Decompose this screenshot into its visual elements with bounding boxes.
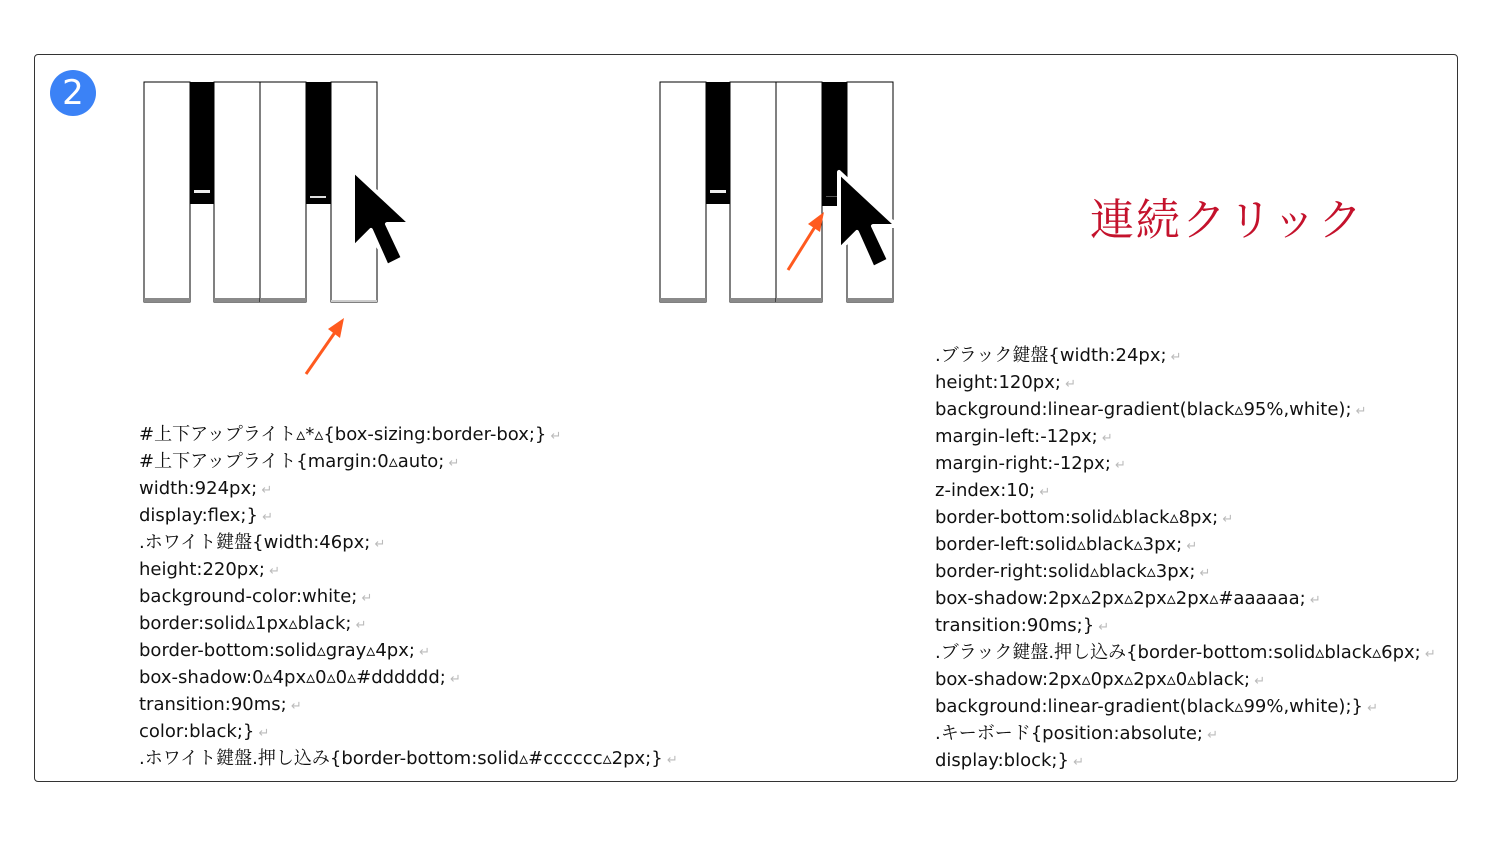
code-line: display:block;} ↵ — [935, 747, 1436, 774]
black-key — [306, 82, 331, 204]
code-line: height:120px; ↵ — [935, 369, 1436, 396]
css-code-black-keys — [935, 342, 1436, 774]
code-line: border-left:solid▵black▵3px; ↵ — [935, 531, 1436, 558]
pointer-arrow-icon — [306, 318, 344, 374]
css-code-white-keys — [139, 421, 678, 772]
caption-consecutive-click: 連続クリック — [1090, 195, 1365, 246]
code-line: border-right:solid▵black▵3px; ↵ — [935, 558, 1436, 585]
code-line: width:924px; ↵ — [139, 475, 678, 502]
black-key — [706, 82, 730, 204]
white-key — [260, 82, 306, 302]
code-line: border:solid▵1px▵black; ↵ — [139, 610, 678, 637]
white-keys — [144, 82, 377, 302]
code-line: .ホワイト鍵盤.押し込み{border-bottom:solid▵#cccccc▵2px;} ↵ — [139, 745, 678, 772]
code-line: box-shadow:2px▵2px▵2px▵2px▵#aaaaaa; ↵ — [935, 585, 1436, 612]
code-line: border-bottom:solid▵gray▵4px; ↵ — [139, 637, 678, 664]
black-key — [190, 82, 214, 204]
code-line: display:flex;} ↵ — [139, 502, 678, 529]
white-key — [144, 82, 190, 302]
piano-diagram-white-key-pressed — [140, 80, 430, 380]
code-line: color:black;} ↵ — [139, 718, 678, 745]
code-line: border-bottom:solid▵black▵8px; ↵ — [935, 504, 1436, 531]
code-line: transition:90ms;} ↵ — [935, 612, 1436, 639]
step-number-badge: 2 — [50, 70, 96, 116]
code-line: .ブラック鍵盤{width:24px; ↵ — [935, 342, 1436, 369]
white-key — [660, 82, 706, 302]
code-line: background-color:white; ↵ — [139, 583, 678, 610]
code-line: transition:90ms; ↵ — [139, 691, 678, 718]
code-line: #上下アップライト{margin:0▵auto; ↵ — [139, 448, 678, 475]
code-line: margin-right:-12px; ↵ — [935, 450, 1436, 477]
piano-diagram-black-key-pressed — [656, 80, 946, 310]
code-line: background:linear-gradient(black▵95%,white); ↵ — [935, 396, 1436, 423]
code-line: .ブラック鍵盤.押し込み{border-bottom:solid▵black▵6px; ↵ — [935, 639, 1436, 666]
code-line: box-shadow:2px▵0px▵2px▵0▵black; ↵ — [935, 666, 1436, 693]
white-key — [214, 82, 260, 302]
code-line: background:linear-gradient(black▵99%,white);} ↵ — [935, 693, 1436, 720]
code-line: .キーボード{position:absolute; ↵ — [935, 720, 1436, 747]
code-line: margin-left:-12px; ↵ — [935, 423, 1436, 450]
white-key — [776, 82, 822, 302]
code-line: z-index:10; ↵ — [935, 477, 1436, 504]
code-line: .ホワイト鍵盤{width:46px; ↵ — [139, 529, 678, 556]
code-line: #上下アップライト▵*▵{box-sizing:border-box;} ↵ — [139, 421, 678, 448]
code-line: height:220px; ↵ — [139, 556, 678, 583]
code-line: box-shadow:0▵4px▵0▵0▵#dddddd; ↵ — [139, 664, 678, 691]
white-key — [730, 82, 776, 302]
